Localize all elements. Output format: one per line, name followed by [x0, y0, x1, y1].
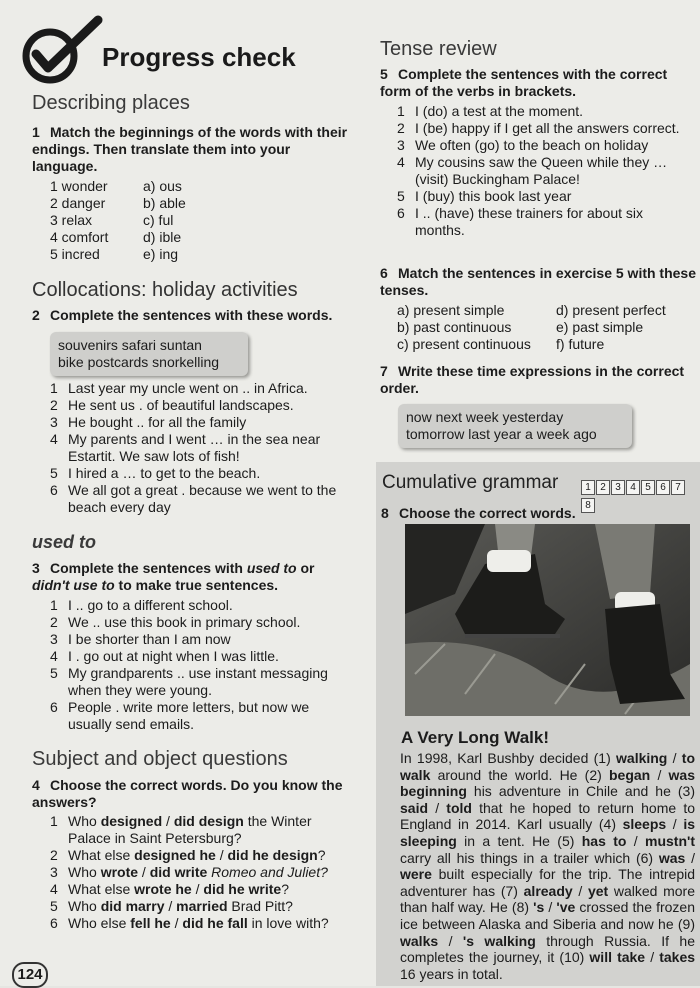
- list-item: 5 incred: [50, 246, 100, 262]
- unit-number: 8: [581, 498, 595, 513]
- section-subject-object-questions: Subject and object questions: [32, 748, 288, 770]
- list-item: 2 What else designed he / did he design?: [50, 847, 326, 863]
- page-number: 124: [12, 962, 48, 988]
- list-item: 4 My cousins saw the Queen while they … (visit) Buckingham Palace!: [397, 154, 668, 187]
- list-item: 3 We often (go) to the beach on holiday: [397, 137, 649, 153]
- list-item: 5 I (buy) this book last year: [397, 188, 572, 204]
- unit-number: 1: [581, 480, 595, 495]
- exercise-4-questions: [50, 813, 355, 932]
- exercise-1-word-endings: [143, 178, 233, 263]
- list-item: 3 relax: [50, 212, 93, 228]
- check-circle-icon: [12, 14, 104, 86]
- list-item: 2 We .. use this book in primary school.: [50, 614, 301, 630]
- unit-number: 2: [596, 480, 610, 495]
- section-used-to: used to: [32, 532, 97, 552]
- list-item: 3 Who wrote / did write Romeo and Juliet?: [50, 864, 328, 880]
- list-item: 6 People . write more letters, but now we usually send emails.: [50, 699, 310, 732]
- list-item: a) ous: [143, 178, 182, 194]
- list-item: e) ing: [143, 246, 179, 262]
- list-item: 4 comfort: [50, 229, 109, 245]
- list-item: 4 My parents and I went … in the sea near Estartit. We saw lots of fish!: [50, 431, 321, 464]
- list-item: e) past simple: [556, 319, 644, 335]
- exercise-3-sentences: [50, 597, 355, 733]
- exercise-3-instruction: 3 Complete the sentences with used to or didn't use to to make true sentences.: [32, 560, 315, 593]
- cumulative-grammar-title: Cumulative grammar: [382, 472, 559, 493]
- page-title: Progress check: [102, 42, 296, 72]
- list-item: 4 I . go out at night when I was little.: [50, 648, 279, 664]
- exercise-2-sentences: [50, 380, 355, 516]
- list-item: 2 I (be) happy if I get all the answers correct.: [397, 120, 680, 136]
- list-item: f) future: [556, 336, 605, 352]
- list-item: c) ful: [143, 212, 174, 228]
- list-item: d) present perfect: [556, 302, 666, 318]
- list-item: 3 I be shorter than I am now: [50, 631, 231, 647]
- unit-number: 6: [656, 480, 670, 495]
- hiking-boots-photo: [405, 524, 690, 716]
- list-item: 5 I hired a … to get to the beach.: [50, 465, 261, 481]
- section-tense-review: Tense review: [380, 38, 497, 60]
- list-item: 6 Who else fell he / did he fall in love with?: [50, 915, 329, 931]
- list-item: 2 danger: [50, 195, 106, 211]
- list-item: d) ible: [143, 229, 182, 245]
- section-describing-places: Describing places: [32, 92, 190, 114]
- list-item: 6 I .. (have) these trainers for about six months.: [397, 205, 643, 238]
- exercise-5-sentences: [397, 103, 687, 239]
- list-item: 3 He bought .. for all the family: [50, 414, 247, 430]
- list-item: b) past continuous: [397, 319, 512, 335]
- list-item: 2 He sent us . of beautiful landscapes.: [50, 397, 294, 413]
- exercise-5-instruction: 5 Complete the sentences with the correct form of the verbs in brackets.: [380, 66, 668, 99]
- unit-number: 7: [671, 480, 685, 495]
- unit-number: 5: [641, 480, 655, 495]
- list-item: 1 I (do) a test at the moment.: [397, 103, 584, 119]
- list-item: 1 Last year my uncle went on .. in Africa.: [50, 380, 308, 396]
- list-item: c) present continuous: [397, 336, 531, 352]
- list-item: 5 Who did marry / married Brad Pitt?: [50, 898, 293, 914]
- list-item: 4 What else wrote he / did he write?: [50, 881, 289, 897]
- section-collocations: Collocations: holiday activities: [32, 279, 298, 301]
- list-item: 1 wonder: [50, 178, 108, 194]
- exercise-2-word-box: souvenirs safari suntan bike postcards snorkelling: [50, 332, 248, 376]
- story-title: A Very Long Walk!: [401, 728, 549, 747]
- list-item: 5 My grandparents .. use instant messaging when they were young.: [50, 665, 328, 698]
- exercise-8-instruction: 8 Choose the correct words.: [381, 505, 576, 521]
- exercise-7-instruction: 7 Write these time expressions in the correct order.: [380, 363, 685, 396]
- list-item: a) present simple: [397, 302, 505, 318]
- unit-number: 4: [626, 480, 640, 495]
- list-item: 1 I .. go to a different school.: [50, 597, 233, 613]
- list-item: b) able: [143, 195, 186, 211]
- exercise-7-word-box: now next week yesterday tomorrow last year a week ago: [398, 404, 632, 448]
- exercise-1-word-beginnings: [50, 178, 140, 263]
- exercise-6-instruction: 6 Match the sentences in exercise 5 with these tenses.: [380, 265, 697, 298]
- list-item: 6 We all got a great . because we went to the beach every day: [50, 482, 337, 515]
- exercise-6-tenses-b: [556, 302, 696, 353]
- story-text: In 1998, Karl Bushby decided (1) walking / to walk around the world. He (2) began / was beginning his adventure in Chile and he (3) said / told that he hoped to return home to England in 2014. Karl usually (4) sleeps / is sleeping in a tent. He (5) has to / mustn't carry all his things in a trailer which (6) was / were built especially for the trip. The intrepid adventurer has (7) already / yet walked more than half way. He (8) 's / 've crossed the frozen ice between Alaska and Siberia and now he (9) walks / 's walking through Russia. If he completes the journey, it (10) will take / takes 16 years in total.: [400, 750, 696, 982]
- list-item: 1 Who designed / did design the Winter Palace in Saint Petersburg?: [50, 813, 312, 846]
- exercise-1-instruction: 1 Match the beginnings of the words with their endings. Then translate them into your language.: [32, 124, 348, 174]
- unit-number: 3: [611, 480, 625, 495]
- exercise-2-instruction: 2 Complete the sentences with these words.: [32, 307, 333, 323]
- exercise-6-tenses-a: [397, 302, 557, 353]
- exercise-4-instruction: 4 Choose the correct words. Do you know the answers?: [32, 777, 343, 810]
